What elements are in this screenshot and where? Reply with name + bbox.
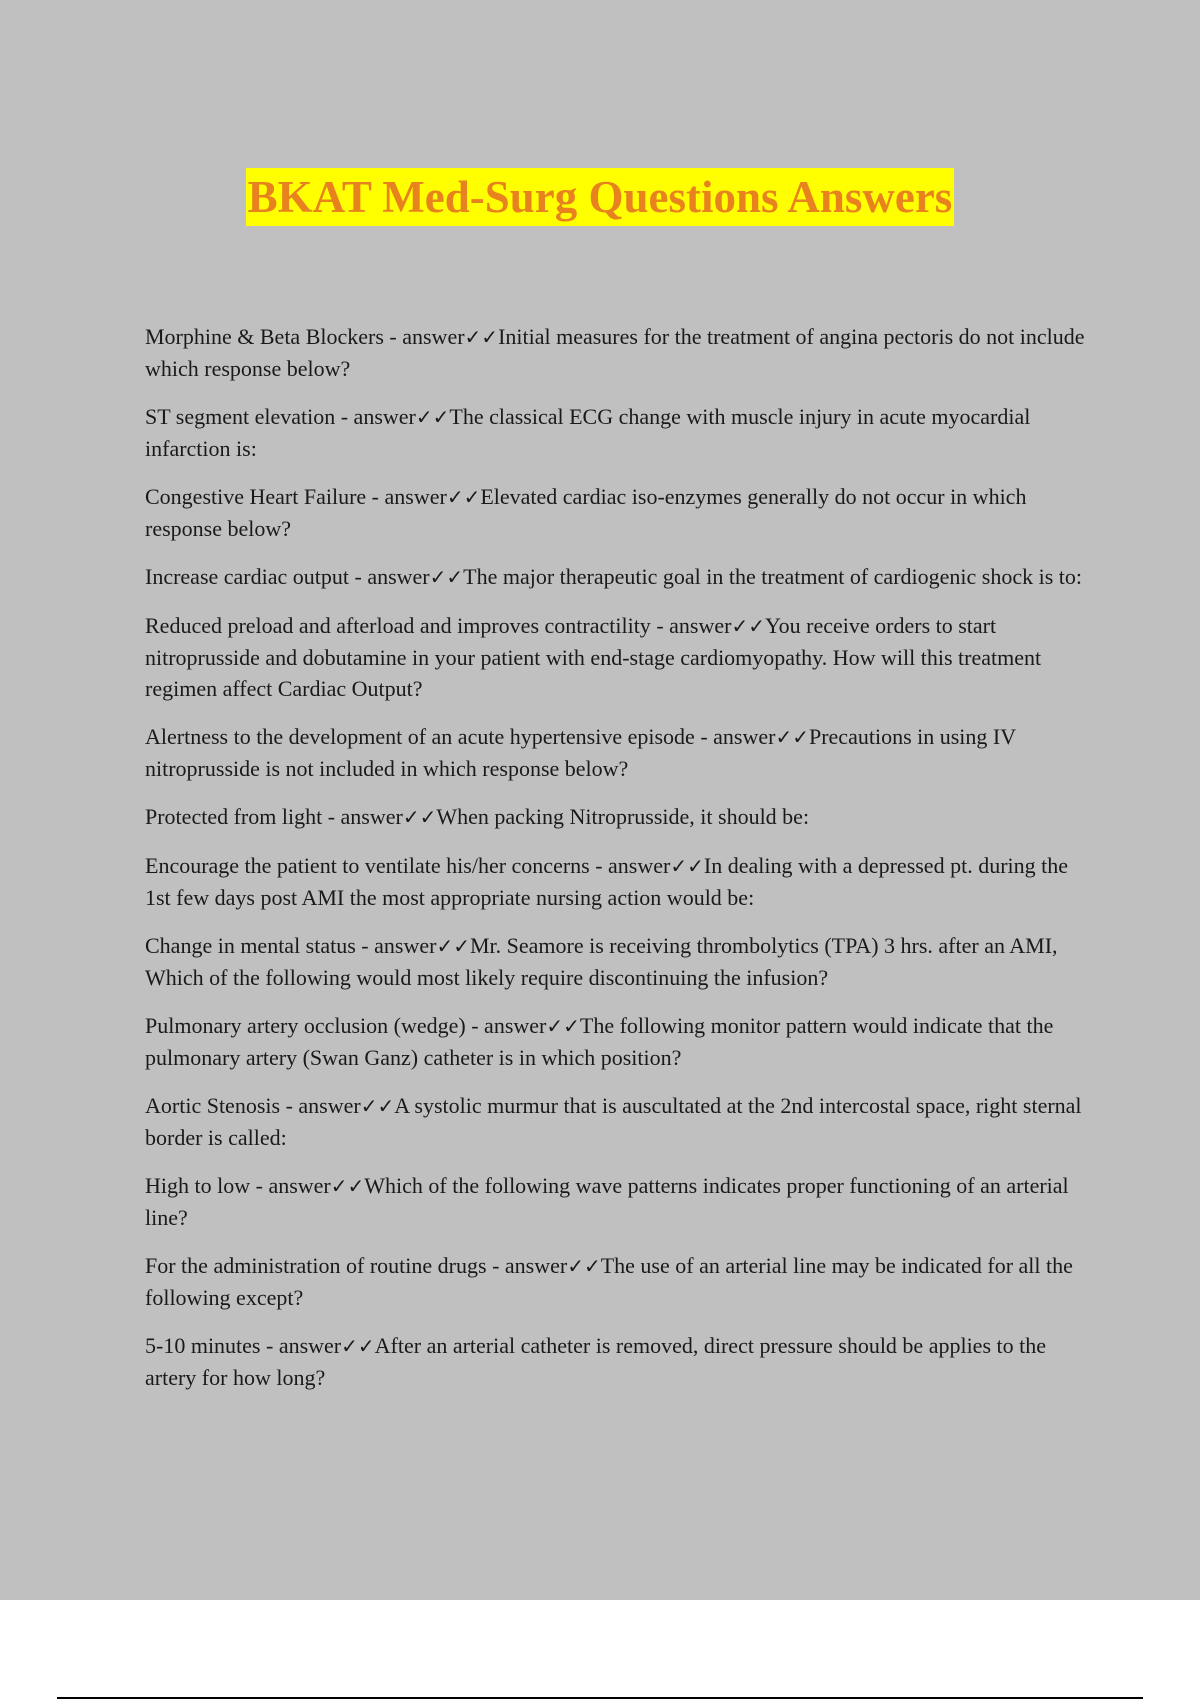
qa-answer: Aortic Stenosis — [145, 1093, 281, 1118]
qa-question: Precautions in using IV nitroprusside is not included in which response below? — [145, 724, 1016, 781]
qa-item — [145, 610, 1090, 704]
qa-answer: Congestive Heart Failure — [145, 484, 367, 509]
double-check-icon: ✓✓ — [546, 1014, 580, 1038]
qa-item — [145, 1250, 1090, 1313]
qa-item — [145, 1170, 1090, 1233]
footer-divider — [57, 1697, 1143, 1699]
qa-answer: 5-10 minutes — [145, 1333, 261, 1358]
qa-answer: ST segment elevation — [145, 404, 336, 429]
double-check-icon: ✓✓ — [330, 1174, 365, 1198]
qa-item — [145, 1090, 1090, 1153]
qa-question: When packing Nitroprusside, it should be: — [436, 804, 810, 829]
qa-answer: Pulmonary artery occlusion (wedge) — [145, 1013, 466, 1038]
qa-separator: - answer — [250, 1173, 331, 1198]
qa-separator: - answer — [694, 724, 776, 749]
qa-item — [145, 321, 1090, 384]
qa-question: Which of the following wave patterns indicates proper functioning of an arterial line? — [145, 1173, 1069, 1230]
qa-item — [145, 401, 1090, 464]
qa-question: The classical ECG change with muscle injury in acute myocardial infarction is: — [145, 404, 1031, 461]
double-check-icon: ✓✓ — [341, 1334, 375, 1358]
title-block — [0, 168, 1200, 226]
qa-answer: Change in mental status — [145, 933, 356, 958]
qa-answer: High to low — [145, 1173, 251, 1198]
qa-separator: - answer — [280, 1093, 361, 1118]
qa-item — [145, 1330, 1090, 1393]
qa-separator: - answer — [335, 404, 416, 429]
qa-answer: Protected from light — [145, 804, 323, 829]
qa-separator: - answer — [589, 853, 671, 878]
document-title: BKAT Med-Surg Questions Answers — [246, 168, 955, 226]
qa-item — [145, 721, 1090, 784]
qa-question: The use of an arterial line may be indicated for all the following except? — [145, 1253, 1073, 1310]
qa-question: You receive orders to start nitroprusside and dobutamine in your patient with end-stage cardiomyopathy. How will this treatment regimen affect Cardiac Output? — [145, 613, 1042, 701]
qa-question: After an arterial catheter is removed, direct pressure should be applies to the artery for how long? — [145, 1333, 1046, 1390]
qa-separator: - answer — [366, 484, 447, 509]
double-check-icon: ✓✓ — [567, 1254, 601, 1278]
qa-item — [145, 850, 1090, 913]
double-check-icon: ✓✓ — [415, 405, 450, 429]
qa-answer: Morphine & Beta Blockers — [145, 324, 384, 349]
qa-question: Initial measures for the treatment of angina pectoris do not include which response below? — [145, 324, 1085, 381]
qa-question: Mr. Seamore is receiving thrombolytics (TPA) 3 hrs. after an AMI, Which of the following would most likely require discontinuing the infusion? — [145, 933, 1058, 990]
qa-item — [145, 481, 1090, 544]
qa-answer: Alertness to the development of an acute hypertensive episode — [145, 724, 695, 749]
qa-separator: - answer — [650, 613, 732, 638]
double-check-icon: ✓✓ — [360, 1094, 395, 1118]
qa-separator: - answer — [322, 804, 403, 829]
qa-separator: - answer — [260, 1333, 342, 1358]
qa-separator: - answer — [465, 1013, 547, 1038]
qa-question: The following monitor pattern would indicate that the pulmonary artery (Swan Ganz) catheter is in which position? — [145, 1013, 1054, 1070]
qa-question: In dealing with a depressed pt. during the 1st few days post AMI the most appropriate nursing action would be: — [145, 853, 1069, 910]
double-check-icon: ✓✓ — [464, 325, 499, 349]
qa-list — [145, 321, 1090, 1410]
qa-separator: - answer — [486, 1253, 568, 1278]
qa-answer: Reduced preload and afterload and improves contractility — [145, 613, 651, 638]
double-check-icon: ✓✓ — [402, 805, 437, 829]
qa-separator: - answer — [355, 933, 437, 958]
double-check-icon: ✓✓ — [446, 485, 481, 509]
qa-item — [145, 1010, 1090, 1073]
double-check-icon: ✓✓ — [775, 725, 809, 749]
qa-question: Elevated cardiac iso-enzymes generally do not occur in which response below? — [145, 484, 1027, 541]
qa-question: A systolic murmur that is auscultated at the 2nd intercostal space, right sternal border is called: — [145, 1093, 1082, 1150]
qa-item — [145, 561, 1090, 593]
qa-separator: - answer — [349, 564, 430, 589]
double-check-icon: ✓✓ — [429, 565, 464, 589]
qa-question: The major therapeutic goal in the treatment of cardiogenic shock is to: — [463, 564, 1082, 589]
qa-item — [145, 801, 1090, 833]
qa-item — [145, 930, 1090, 993]
double-check-icon: ✓✓ — [670, 854, 704, 878]
qa-answer: For the administration of routine drugs — [145, 1253, 487, 1278]
double-check-icon: ✓✓ — [731, 614, 765, 638]
qa-answer: Increase cardiac output — [145, 564, 349, 589]
qa-separator: - answer — [383, 324, 465, 349]
qa-answer: Encourage the patient to ventilate his/her concerns — [145, 853, 590, 878]
double-check-icon: ✓✓ — [436, 934, 470, 958]
